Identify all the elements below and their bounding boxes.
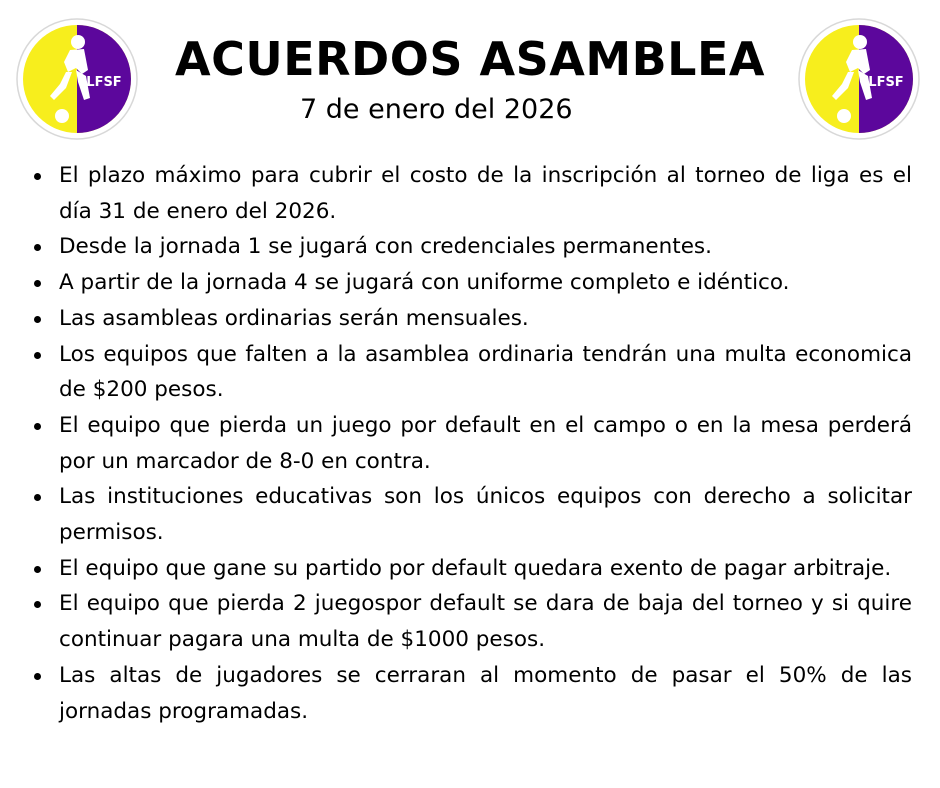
agreement-text: El plazo máximo para cubrir el costo de la inscripción al torneo de liga es el día 31 de enero del 2026. [59,163,912,224]
logo-text: LFSF [868,75,904,90]
agreement-item [28,586,912,657]
logo-text: LFSF [86,75,122,90]
agreement-item [28,658,912,729]
agreement-item [28,479,912,550]
meeting-date: 7 de enero del 2026 [300,94,573,125]
agreement-item [28,229,912,265]
league-logo-icon [16,18,138,140]
agreement-text: Las asambleas ordinarias serán mensuales. [59,305,529,331]
bullet-icon [34,673,41,680]
agreement-text: Los equipos que falten a la asamblea ordinaria tendrán una multa economica de $200 pesos. [59,341,912,403]
agreement-item [28,408,912,479]
agreement-text: El equipo que gane su partido por default quedara exento de pagar arbitraje. [59,555,892,581]
bullet-icon [34,352,41,359]
agreement-text: El equipo que pierda 2 juegospor default se dara de baja del torneo y si quire continuar pagara una multa de $1000 pesos. [59,591,912,653]
agreement-item [28,265,912,301]
agreement-text: Las altas de jugadores se cerraran al momento de pasar el 50% de las jornadas programadas. [59,662,912,724]
league-logo-left [16,18,138,140]
agreement-item [28,301,912,337]
bullet-icon [34,173,41,180]
agreement-item [28,158,912,229]
agreement-text: Las instituciones educativas son los únicos equipos con derecho a solicitar permisos. [59,484,912,546]
agreement-item [28,337,912,408]
league-logo-icon [798,18,920,140]
agreement-text: El equipo que pierda un juego por default en el campo o en la mesa perderá por un marcador de 8-0 en contra. [59,412,912,474]
agreement-item [28,551,912,587]
bullet-icon [34,316,41,323]
bullet-icon [34,566,41,573]
bullet-icon [34,601,41,608]
bullet-icon [34,423,41,430]
page-title: ACUERDOS ASAMBLEA [175,32,765,86]
agreements-list [28,158,912,729]
agreement-text: A partir de la jornada 4 se jugará con uniforme completo e idéntico. [59,270,790,296]
league-logo-right [798,18,920,140]
agreement-text: Desde la jornada 1 se jugará con credenciales permanentes. [59,234,712,260]
bullet-icon [34,494,41,501]
bullet-icon [34,280,41,287]
bullet-icon [34,244,41,251]
